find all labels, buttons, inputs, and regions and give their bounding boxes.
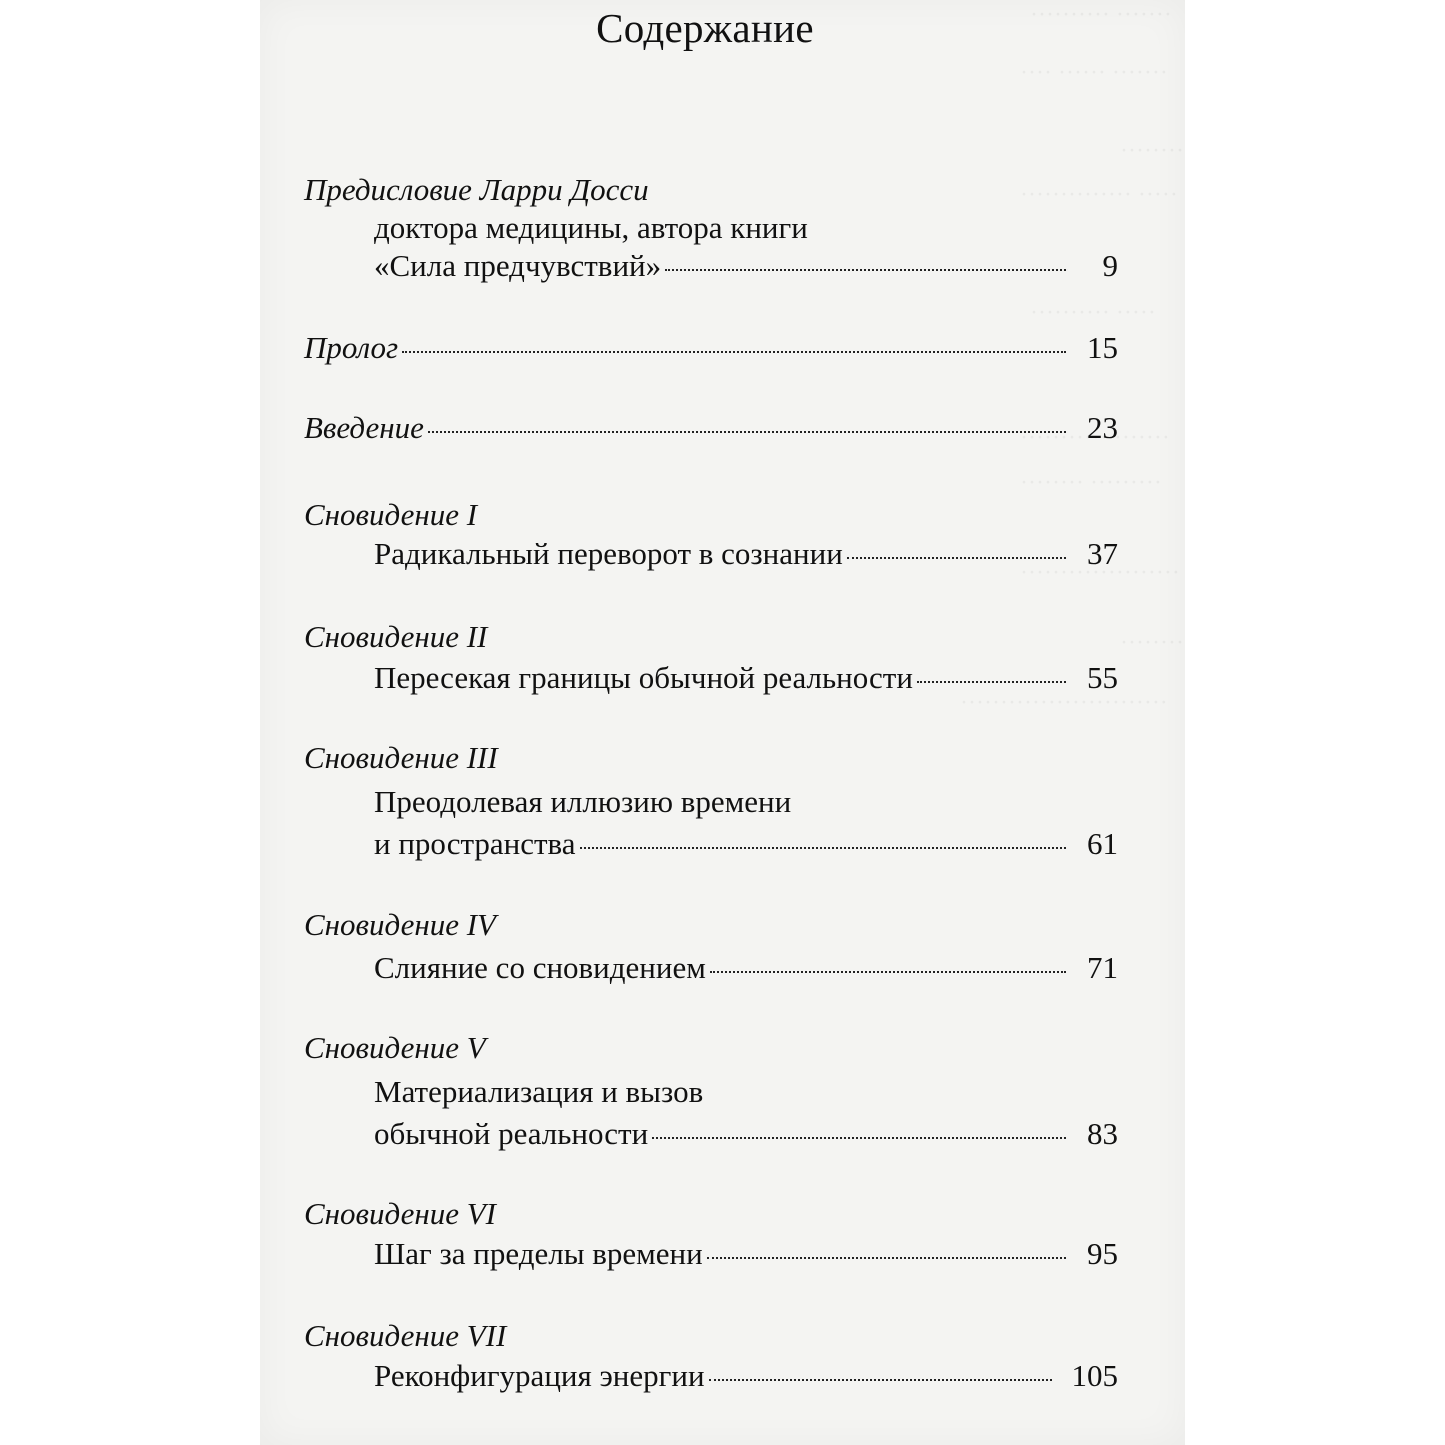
toc-entry-heading[interactable]: Сновидение VI [304, 1196, 496, 1231]
page-number: 9 [1102, 248, 1118, 283]
toc-entry-row[interactable] [304, 410, 1118, 446]
toc-entry-subtitle: Шаг за пределы времени [374, 1236, 703, 1271]
dot-leader [709, 1379, 1052, 1381]
page-number: 55 [1087, 660, 1118, 695]
toc-entry-heading[interactable]: Сновидение IV [304, 907, 496, 942]
toc-entry-heading[interactable]: Сновидение V [304, 1030, 486, 1065]
toc-entry-heading: Пролог [304, 330, 399, 365]
dot-leader [847, 557, 1066, 559]
table-of-contents [260, 0, 1185, 1445]
toc-entry-last-line[interactable] [374, 1116, 1118, 1152]
toc-entry-heading[interactable]: Предисловие Ларри Досси [304, 172, 649, 207]
toc-entry-subtitle[interactable]: Материализация и вызов [374, 1074, 704, 1109]
toc-entry-subtitle[interactable]: Преодолевая иллюзию времени [374, 784, 792, 819]
toc-entry-subtitle: и пространства [374, 826, 576, 861]
toc-entry-subtitle: Пересекая границы обычной реальности [374, 660, 913, 695]
toc-entry-heading[interactable]: Сновидение III [304, 740, 498, 775]
toc-entry-heading[interactable]: Сновидение VII [304, 1318, 507, 1353]
page-number: 61 [1087, 826, 1118, 861]
dot-leader [652, 1137, 1066, 1139]
page-number: 105 [1071, 1358, 1118, 1393]
dot-leader [707, 1257, 1066, 1259]
page-number: 37 [1087, 536, 1118, 571]
book-page [260, 0, 1185, 1445]
toc-entry-last-line[interactable] [374, 826, 1118, 862]
toc-entry-subtitle: «Сила предчувствий» [374, 248, 662, 283]
toc-entry-last-line[interactable] [374, 1236, 1118, 1272]
toc-entry-last-line[interactable] [374, 660, 1118, 696]
page-number: 83 [1087, 1116, 1118, 1151]
toc-title: Содержание [596, 5, 814, 51]
dot-leader [665, 269, 1066, 271]
page-number: 23 [1087, 410, 1118, 445]
page-number: 95 [1087, 1236, 1118, 1271]
toc-entry-subtitle: Слияние со сновидением [374, 950, 706, 985]
toc-entry-last-line[interactable] [374, 1358, 1118, 1394]
dot-leader [710, 971, 1066, 973]
toc-entry-row[interactable] [304, 330, 1118, 366]
toc-entry-subtitle[interactable]: доктора медицины, автора книги [374, 210, 808, 245]
toc-entry-subtitle: Реконфигурация энергии [374, 1358, 705, 1393]
toc-entry-heading[interactable]: Сновидение I [304, 497, 478, 532]
dot-leader [402, 351, 1066, 353]
toc-entry-subtitle: обычной реальности [374, 1116, 649, 1151]
toc-entry-subtitle: Радикальный переворот в сознании [374, 536, 843, 571]
toc-entry-heading: Введение [304, 410, 424, 445]
page-number: 15 [1087, 330, 1118, 365]
dot-leader [580, 847, 1066, 849]
dot-leader [428, 431, 1066, 433]
toc-entry-heading[interactable]: Сновидение II [304, 619, 488, 654]
toc-entry-last-line[interactable] [374, 536, 1118, 572]
toc-entry-last-line[interactable] [374, 950, 1118, 986]
toc-entry-last-line[interactable] [374, 248, 1118, 284]
dot-leader [917, 681, 1066, 683]
page-number: 71 [1087, 950, 1118, 985]
